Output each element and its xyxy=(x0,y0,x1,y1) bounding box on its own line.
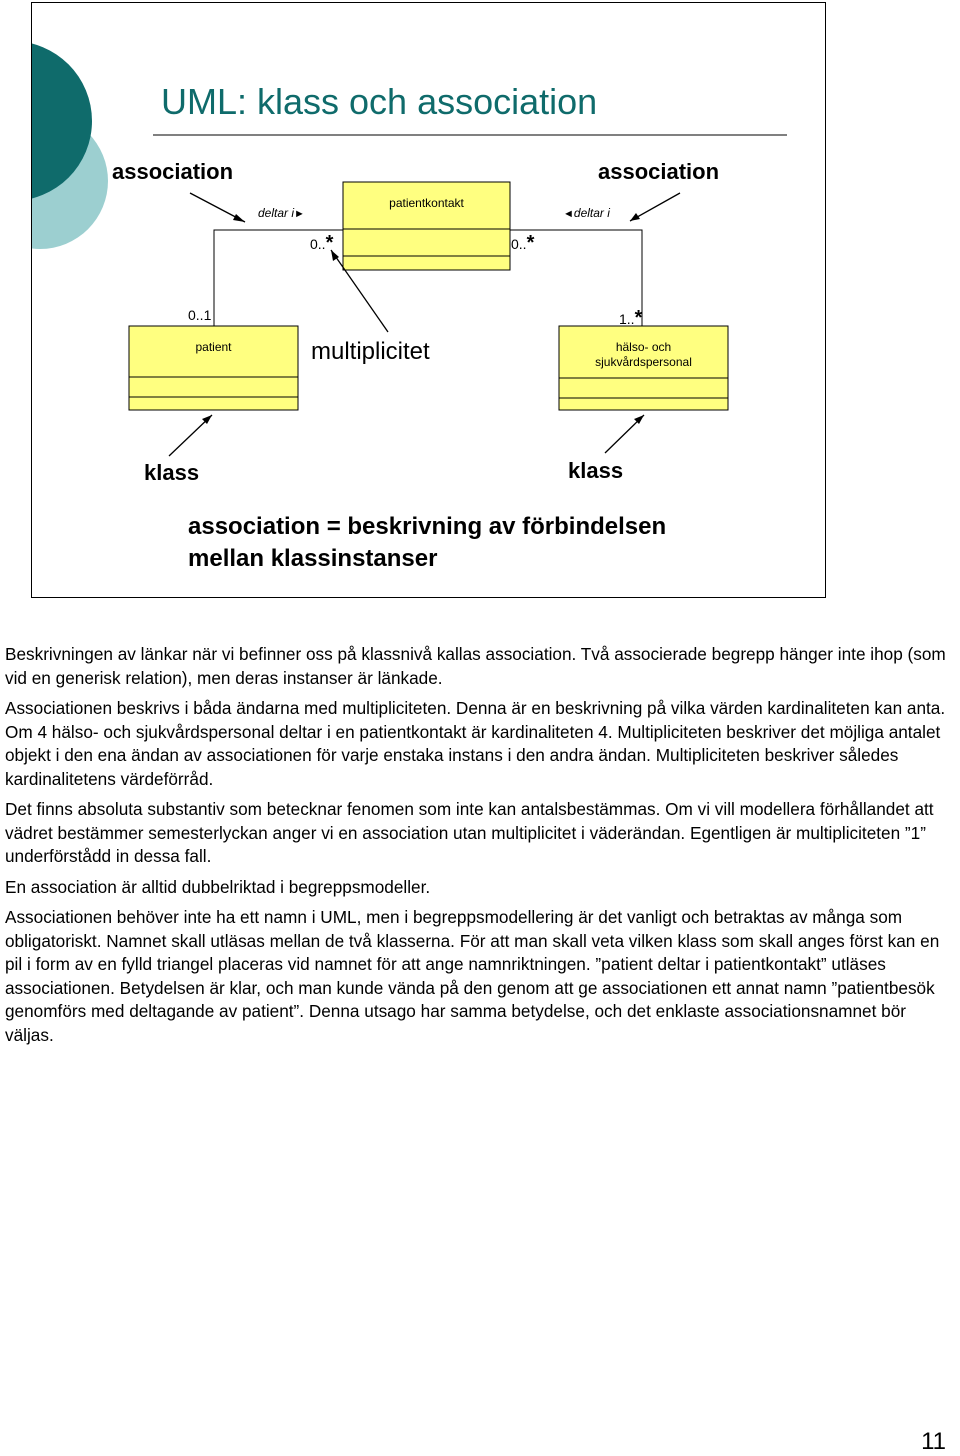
arrowhead-icon xyxy=(233,214,245,222)
multiplicity-right-top: 0..* xyxy=(511,232,535,254)
paragraph: En association är alltid dubbelriktad i begreppsmodeller. xyxy=(5,876,431,897)
paragraph: Associationen behöver inte ha ett namn i UML, men i begreppsmodellering är det vanligt och betraktas av många som obligatoriskt. Namnet skall utläsas mellan de två klasserna. För att man skall veta vilken klass som skall anges först kan en pil i form av en fylld triangel placeras vid namnet för att ange namnriktningen. ”patient deltar i patientkontakt” utläses associationen. Betydelsen är klar, och man kunde vända på den genom att ge associationen ett annat namn ”patientbesök genomförs med deltagande av patient”. Denna utsago har samma betydelse, och det enklaste associationsnamnet bör väljas. xyxy=(5,907,940,1045)
multiplicity-left-top: 0..* xyxy=(310,232,334,254)
label-multiplicitet: multiplicitet xyxy=(311,338,430,365)
definition-line-2: mellan klassinstanser xyxy=(188,545,438,572)
label-class-right: klass xyxy=(568,458,624,483)
arrowhead-icon xyxy=(630,213,640,221)
association-name-right: ◄deltar i xyxy=(563,206,610,220)
paragraph: Associationen beskrivs i båda ändarna med multipliciteten. Denna är en beskrivning på vilka värden kardinaliteten kan anta. Om 4 hälso- och sjukvårdspersonal deltar i en patientkontakt är kardinaliteten 4. Multipliciteten beskriver det möjliga antalet objekt i den ena ändan av associationen för varje enstaka instans i den andra ändan. Multipliciteten beskriver således kardinalitetens värdeförråd. xyxy=(5,698,946,789)
label-class-left: klass xyxy=(144,460,200,485)
slide-title: UML: klass och association xyxy=(161,81,598,122)
association-name-left: deltar i► xyxy=(258,206,305,220)
page-number: 11 xyxy=(921,1428,946,1455)
body-text xyxy=(5,643,953,1054)
class-name-personal-line1: hälso- och xyxy=(615,340,672,354)
class-box-patient xyxy=(129,326,298,410)
direction-arrow-icon: ◄ xyxy=(563,208,574,220)
definition-line-1: association = beskrivning av förbindelsen xyxy=(188,513,667,540)
paragraph: Det finns absoluta substantiv som betecknar fenomen som inte kan antalsbestämmas. Om vi vill modellera förhållandet att vädret bestämmer semesterlyckan anger vi en association utan multiplicitet i väderändan. Egentligen är multipliciteten ”1” underförstådd in dessa fall. xyxy=(5,799,934,866)
multiplicity-personal-end: 1..* xyxy=(619,307,643,329)
class-name-patient: patient xyxy=(195,340,232,354)
class-name-personal-line2: sjukvårdspersonal xyxy=(595,355,692,369)
class-name-patientkontakt: patientkontakt xyxy=(389,196,464,210)
label-association-right: association xyxy=(598,159,720,184)
slide xyxy=(31,2,826,598)
multiplicity-patient-end: 0..1 xyxy=(188,307,212,323)
paragraph: Beskrivningen av länkar när vi befinner oss på klassnivå kallas association. Två associerade begrepp hänger inte ihop (som vid en generisk relation), men deras instanser är länkade. xyxy=(5,644,946,688)
direction-arrow-icon: ► xyxy=(294,208,305,220)
label-association-left: association xyxy=(112,159,234,184)
